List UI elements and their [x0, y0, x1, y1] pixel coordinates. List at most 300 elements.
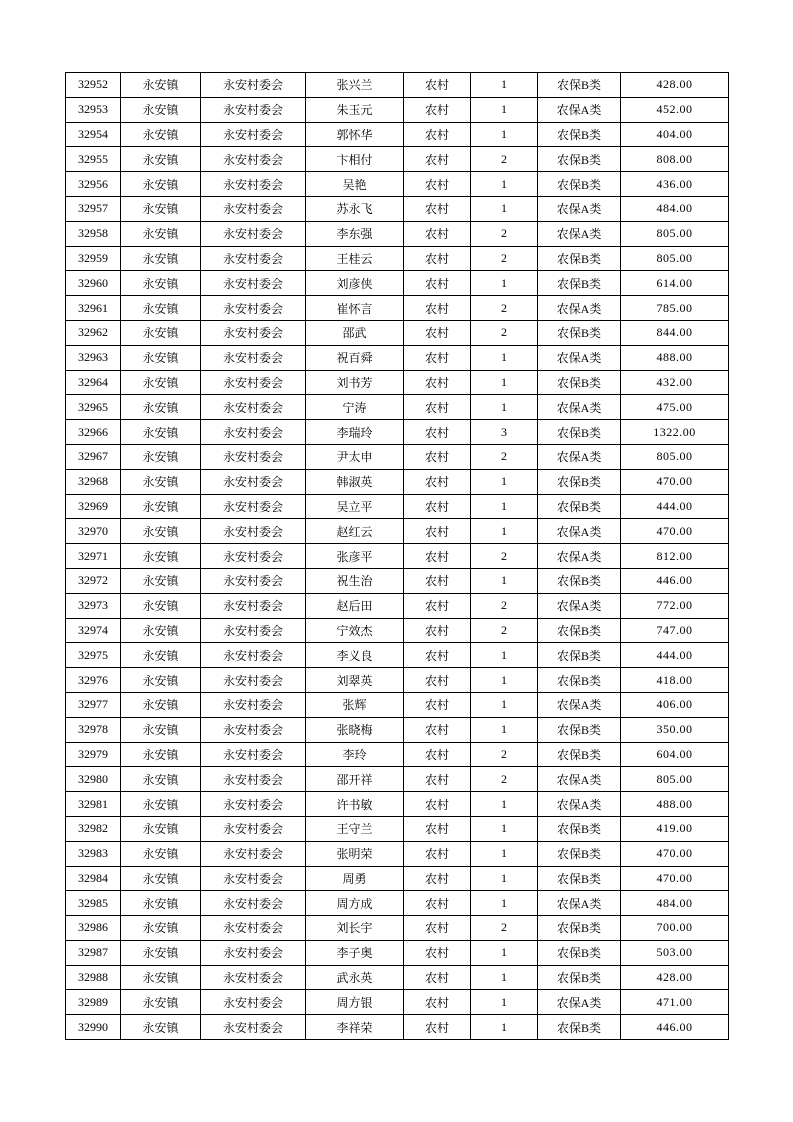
village-committee: 永安村委会: [201, 296, 306, 321]
table-row: [66, 841, 729, 866]
residence-type: 农村: [404, 990, 471, 1015]
insurance-category: 农保B类: [538, 816, 621, 841]
table-row: [66, 494, 729, 519]
person-count: 2: [471, 221, 538, 246]
amount: 747.00: [621, 618, 729, 643]
town-name: 永安镇: [121, 916, 201, 941]
amount: 436.00: [621, 172, 729, 197]
town-name: 永安镇: [121, 172, 201, 197]
amount: 452.00: [621, 97, 729, 122]
insurance-category: 农保B类: [538, 916, 621, 941]
person-count: 1: [471, 494, 538, 519]
person-name: 卞相付: [306, 147, 404, 172]
record-id: 32952: [66, 73, 121, 98]
residence-type: 农村: [404, 444, 471, 469]
person-count: 1: [471, 717, 538, 742]
amount: 446.00: [621, 568, 729, 593]
residence-type: 农村: [404, 792, 471, 817]
amount: 484.00: [621, 891, 729, 916]
town-name: 永安镇: [121, 568, 201, 593]
town-name: 永安镇: [121, 1015, 201, 1040]
residence-type: 农村: [404, 965, 471, 990]
table-row: [66, 816, 729, 841]
residence-type: 农村: [404, 940, 471, 965]
person-name: 李祥荣: [306, 1015, 404, 1040]
amount: 470.00: [621, 469, 729, 494]
village-committee: 永安村委会: [201, 469, 306, 494]
person-name: 郭怀华: [306, 122, 404, 147]
village-committee: 永安村委会: [201, 519, 306, 544]
insurance-category: 农保B类: [538, 420, 621, 445]
insurance-category: 农保A类: [538, 767, 621, 792]
table-row: [66, 296, 729, 321]
person-name: 刘翠英: [306, 668, 404, 693]
town-name: 永安镇: [121, 246, 201, 271]
person-count: 1: [471, 122, 538, 147]
residence-type: 农村: [404, 320, 471, 345]
town-name: 永安镇: [121, 618, 201, 643]
residence-type: 农村: [404, 742, 471, 767]
amount: 484.00: [621, 196, 729, 221]
insurance-category: 农保B类: [538, 643, 621, 668]
town-name: 永安镇: [121, 221, 201, 246]
person-name: 许书敏: [306, 792, 404, 817]
amount: 772.00: [621, 593, 729, 618]
record-id: 32977: [66, 692, 121, 717]
table-row: [66, 544, 729, 569]
residence-type: 农村: [404, 172, 471, 197]
table-row: [66, 221, 729, 246]
records-table-body: [66, 73, 729, 1040]
person-name: 刘书芳: [306, 370, 404, 395]
village-committee: 永安村委会: [201, 841, 306, 866]
residence-type: 农村: [404, 643, 471, 668]
amount: 488.00: [621, 345, 729, 370]
amount: 432.00: [621, 370, 729, 395]
insurance-category: 农保B类: [538, 1015, 621, 1040]
insurance-category: 农保B类: [538, 469, 621, 494]
residence-type: 农村: [404, 494, 471, 519]
amount: 471.00: [621, 990, 729, 1015]
amount: 428.00: [621, 73, 729, 98]
record-id: 32989: [66, 990, 121, 1015]
table-row: [66, 73, 729, 98]
table-row: [66, 891, 729, 916]
insurance-category: 农保A类: [538, 221, 621, 246]
amount: 470.00: [621, 519, 729, 544]
person-name: 宁效杰: [306, 618, 404, 643]
residence-type: 农村: [404, 916, 471, 941]
village-committee: 永安村委会: [201, 866, 306, 891]
person-count: 1: [471, 990, 538, 1015]
village-committee: 永安村委会: [201, 370, 306, 395]
village-committee: 永安村委会: [201, 345, 306, 370]
town-name: 永安镇: [121, 767, 201, 792]
town-name: 永安镇: [121, 792, 201, 817]
record-id: 32959: [66, 246, 121, 271]
insurance-category: 农保A类: [538, 593, 621, 618]
town-name: 永安镇: [121, 965, 201, 990]
amount: 805.00: [621, 767, 729, 792]
person-count: 1: [471, 469, 538, 494]
town-name: 永安镇: [121, 742, 201, 767]
village-committee: 永安村委会: [201, 916, 306, 941]
table-row: [66, 519, 729, 544]
person-count: 2: [471, 296, 538, 321]
residence-type: 农村: [404, 866, 471, 891]
amount: 805.00: [621, 444, 729, 469]
table-row: [66, 692, 729, 717]
person-count: 1: [471, 196, 538, 221]
record-id: 32953: [66, 97, 121, 122]
village-committee: 永安村委会: [201, 444, 306, 469]
record-id: 32987: [66, 940, 121, 965]
table-row: [66, 320, 729, 345]
residence-type: 农村: [404, 668, 471, 693]
record-id: 32955: [66, 147, 121, 172]
person-name: 李玲: [306, 742, 404, 767]
insurance-category: 农保B类: [538, 841, 621, 866]
record-id: 32985: [66, 891, 121, 916]
insurance-category: 农保A类: [538, 544, 621, 569]
insurance-category: 农保A类: [538, 891, 621, 916]
insurance-category: 农保B类: [538, 940, 621, 965]
person-count: 1: [471, 370, 538, 395]
record-id: 32963: [66, 345, 121, 370]
person-name: 周方银: [306, 990, 404, 1015]
records-table: [65, 72, 729, 1040]
record-id: 32962: [66, 320, 121, 345]
residence-type: 农村: [404, 345, 471, 370]
person-count: 2: [471, 593, 538, 618]
insurance-category: 农保B类: [538, 122, 621, 147]
town-name: 永安镇: [121, 73, 201, 98]
table-row: [66, 990, 729, 1015]
person-count: 2: [471, 544, 538, 569]
town-name: 永安镇: [121, 345, 201, 370]
table-row: [66, 97, 729, 122]
person-name: 尹太申: [306, 444, 404, 469]
residence-type: 农村: [404, 370, 471, 395]
person-count: 1: [471, 965, 538, 990]
village-committee: 永安村委会: [201, 196, 306, 221]
person-name: 刘彦侠: [306, 271, 404, 296]
table-row: [66, 420, 729, 445]
table-row: [66, 792, 729, 817]
person-count: 2: [471, 147, 538, 172]
insurance-category: 农保B类: [538, 742, 621, 767]
amount: 406.00: [621, 692, 729, 717]
record-id: 32954: [66, 122, 121, 147]
person-count: 2: [471, 444, 538, 469]
village-committee: 永安村委会: [201, 618, 306, 643]
amount: 844.00: [621, 320, 729, 345]
town-name: 永安镇: [121, 692, 201, 717]
residence-type: 农村: [404, 717, 471, 742]
amount: 700.00: [621, 916, 729, 941]
residence-type: 农村: [404, 296, 471, 321]
person-count: 1: [471, 866, 538, 891]
residence-type: 农村: [404, 841, 471, 866]
person-count: 1: [471, 568, 538, 593]
insurance-category: 农保A类: [538, 97, 621, 122]
record-id: 32972: [66, 568, 121, 593]
table-row: [66, 147, 729, 172]
insurance-category: 农保A类: [538, 196, 621, 221]
village-committee: 永安村委会: [201, 147, 306, 172]
town-name: 永安镇: [121, 668, 201, 693]
record-id: 32965: [66, 395, 121, 420]
town-name: 永安镇: [121, 271, 201, 296]
amount: 805.00: [621, 221, 729, 246]
village-committee: 永安村委会: [201, 73, 306, 98]
record-id: 32982: [66, 816, 121, 841]
insurance-category: 农保A类: [538, 296, 621, 321]
village-committee: 永安村委会: [201, 97, 306, 122]
person-name: 武永英: [306, 965, 404, 990]
village-committee: 永安村委会: [201, 172, 306, 197]
person-name: 赵红云: [306, 519, 404, 544]
residence-type: 农村: [404, 395, 471, 420]
record-id: 32976: [66, 668, 121, 693]
town-name: 永安镇: [121, 370, 201, 395]
person-name: 李瑞玲: [306, 420, 404, 445]
person-name: 韩淑英: [306, 469, 404, 494]
table-row: [66, 916, 729, 941]
record-id: 32990: [66, 1015, 121, 1040]
table-row: [66, 172, 729, 197]
residence-type: 农村: [404, 891, 471, 916]
residence-type: 农村: [404, 97, 471, 122]
village-committee: 永安村委会: [201, 246, 306, 271]
person-count: 1: [471, 345, 538, 370]
insurance-category: 农保B类: [538, 965, 621, 990]
record-id: 32967: [66, 444, 121, 469]
town-name: 永安镇: [121, 643, 201, 668]
village-committee: 永安村委会: [201, 668, 306, 693]
person-count: 2: [471, 916, 538, 941]
person-name: 张彦平: [306, 544, 404, 569]
person-name: 张明荣: [306, 841, 404, 866]
insurance-category: 农保A类: [538, 444, 621, 469]
records-table-container: [65, 72, 728, 1040]
person-count: 1: [471, 940, 538, 965]
amount: 428.00: [621, 965, 729, 990]
person-name: 祝生治: [306, 568, 404, 593]
amount: 419.00: [621, 816, 729, 841]
residence-type: 农村: [404, 73, 471, 98]
person-name: 吴立平: [306, 494, 404, 519]
record-id: 32957: [66, 196, 121, 221]
amount: 1322.00: [621, 420, 729, 445]
town-name: 永安镇: [121, 97, 201, 122]
insurance-category: 农保A类: [538, 792, 621, 817]
person-name: 邵开祥: [306, 767, 404, 792]
person-count: 2: [471, 320, 538, 345]
person-count: 2: [471, 742, 538, 767]
town-name: 永安镇: [121, 420, 201, 445]
record-id: 32960: [66, 271, 121, 296]
residence-type: 农村: [404, 246, 471, 271]
village-committee: 永安村委会: [201, 692, 306, 717]
amount: 614.00: [621, 271, 729, 296]
record-id: 32974: [66, 618, 121, 643]
insurance-category: 农保B类: [538, 147, 621, 172]
record-id: 32978: [66, 717, 121, 742]
amount: 470.00: [621, 841, 729, 866]
table-row: [66, 568, 729, 593]
person-count: 1: [471, 1015, 538, 1040]
person-count: 1: [471, 172, 538, 197]
person-name: 朱玉元: [306, 97, 404, 122]
record-id: 32988: [66, 965, 121, 990]
record-id: 32973: [66, 593, 121, 618]
person-name: 刘长宇: [306, 916, 404, 941]
village-committee: 永安村委会: [201, 122, 306, 147]
person-count: 1: [471, 395, 538, 420]
town-name: 永安镇: [121, 494, 201, 519]
table-row: [66, 1015, 729, 1040]
village-committee: 永安村委会: [201, 816, 306, 841]
table-row: [66, 643, 729, 668]
amount: 785.00: [621, 296, 729, 321]
amount: 604.00: [621, 742, 729, 767]
town-name: 永安镇: [121, 196, 201, 221]
residence-type: 农村: [404, 816, 471, 841]
residence-type: 农村: [404, 1015, 471, 1040]
village-committee: 永安村委会: [201, 593, 306, 618]
town-name: 永安镇: [121, 593, 201, 618]
town-name: 永安镇: [121, 320, 201, 345]
person-name: 李子奥: [306, 940, 404, 965]
town-name: 永安镇: [121, 717, 201, 742]
village-committee: 永安村委会: [201, 965, 306, 990]
person-name: 周方成: [306, 891, 404, 916]
record-id: 32969: [66, 494, 121, 519]
town-name: 永安镇: [121, 544, 201, 569]
record-id: 32964: [66, 370, 121, 395]
insurance-category: 农保B类: [538, 370, 621, 395]
person-count: 1: [471, 271, 538, 296]
village-committee: 永安村委会: [201, 544, 306, 569]
record-id: 32981: [66, 792, 121, 817]
table-row: [66, 246, 729, 271]
village-committee: 永安村委会: [201, 221, 306, 246]
person-name: 吴艳: [306, 172, 404, 197]
person-name: 赵后田: [306, 593, 404, 618]
town-name: 永安镇: [121, 469, 201, 494]
table-row: [66, 444, 729, 469]
person-count: 1: [471, 891, 538, 916]
insurance-category: 农保B类: [538, 246, 621, 271]
insurance-category: 农保A类: [538, 345, 621, 370]
village-committee: 永安村委会: [201, 990, 306, 1015]
residence-type: 农村: [404, 618, 471, 643]
residence-type: 农村: [404, 122, 471, 147]
person-count: 1: [471, 73, 538, 98]
table-row: [66, 965, 729, 990]
village-committee: 永安村委会: [201, 940, 306, 965]
residence-type: 农村: [404, 196, 471, 221]
town-name: 永安镇: [121, 891, 201, 916]
person-name: 祝百舜: [306, 345, 404, 370]
town-name: 永安镇: [121, 940, 201, 965]
residence-type: 农村: [404, 469, 471, 494]
village-committee: 永安村委会: [201, 742, 306, 767]
table-row: [66, 866, 729, 891]
table-row: [66, 122, 729, 147]
person-name: 张兴兰: [306, 73, 404, 98]
residence-type: 农村: [404, 420, 471, 445]
record-id: 32961: [66, 296, 121, 321]
residence-type: 农村: [404, 221, 471, 246]
insurance-category: 农保A类: [538, 519, 621, 544]
town-name: 永安镇: [121, 296, 201, 321]
record-id: 32984: [66, 866, 121, 891]
record-id: 32986: [66, 916, 121, 941]
person-name: 周勇: [306, 866, 404, 891]
insurance-category: 农保A类: [538, 990, 621, 1015]
person-count: 2: [471, 767, 538, 792]
amount: 444.00: [621, 494, 729, 519]
person-name: 苏永飞: [306, 196, 404, 221]
insurance-category: 农保B类: [538, 320, 621, 345]
insurance-category: 农保A类: [538, 395, 621, 420]
amount: 470.00: [621, 866, 729, 891]
record-id: 32956: [66, 172, 121, 197]
person-name: 王桂云: [306, 246, 404, 271]
amount: 350.00: [621, 717, 729, 742]
person-name: 张辉: [306, 692, 404, 717]
insurance-category: 农保B类: [538, 618, 621, 643]
town-name: 永安镇: [121, 122, 201, 147]
person-count: 1: [471, 519, 538, 544]
insurance-category: 农保B类: [538, 866, 621, 891]
table-row: [66, 618, 729, 643]
town-name: 永安镇: [121, 444, 201, 469]
amount: 446.00: [621, 1015, 729, 1040]
residence-type: 农村: [404, 271, 471, 296]
residence-type: 农村: [404, 568, 471, 593]
person-count: 1: [471, 643, 538, 668]
residence-type: 农村: [404, 593, 471, 618]
amount: 444.00: [621, 643, 729, 668]
town-name: 永安镇: [121, 841, 201, 866]
table-row: [66, 345, 729, 370]
village-committee: 永安村委会: [201, 1015, 306, 1040]
village-committee: 永安村委会: [201, 643, 306, 668]
record-id: 32980: [66, 767, 121, 792]
town-name: 永安镇: [121, 519, 201, 544]
residence-type: 农村: [404, 544, 471, 569]
town-name: 永安镇: [121, 816, 201, 841]
amount: 503.00: [621, 940, 729, 965]
record-id: 32983: [66, 841, 121, 866]
insurance-category: 农保B类: [538, 717, 621, 742]
person-count: 1: [471, 692, 538, 717]
person-name: 崔怀言: [306, 296, 404, 321]
record-id: 32966: [66, 420, 121, 445]
person-count: 3: [471, 420, 538, 445]
record-id: 32975: [66, 643, 121, 668]
table-row: [66, 370, 729, 395]
village-committee: 永安村委会: [201, 494, 306, 519]
amount: 805.00: [621, 246, 729, 271]
table-row: [66, 395, 729, 420]
village-committee: 永安村委会: [201, 717, 306, 742]
amount: 404.00: [621, 122, 729, 147]
insurance-category: 农保B类: [538, 494, 621, 519]
